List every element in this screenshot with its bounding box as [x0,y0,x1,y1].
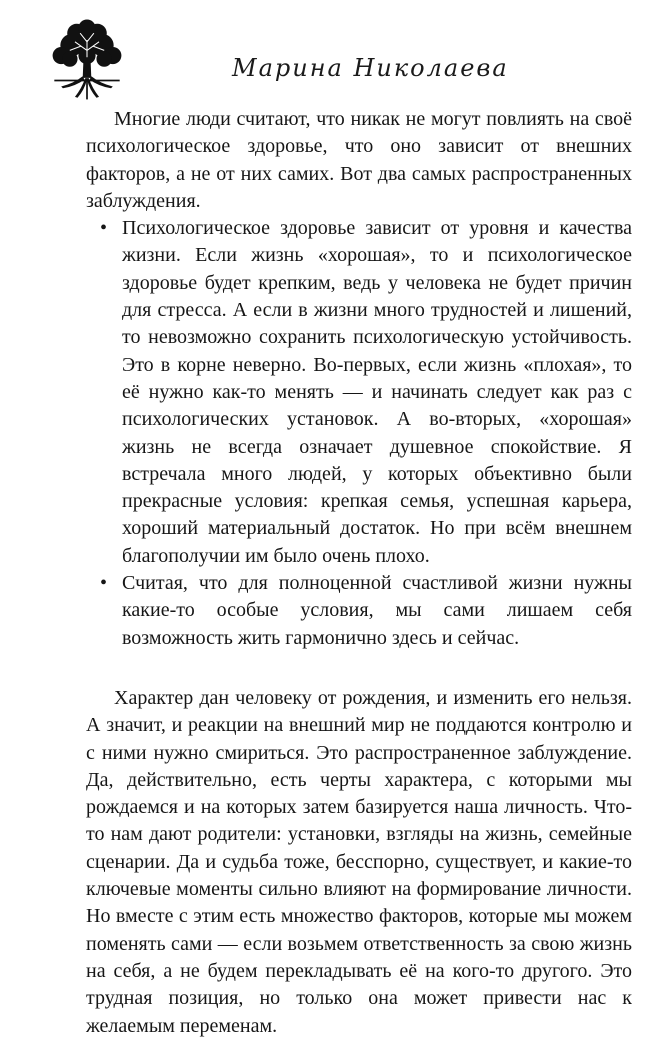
list-item [100,215,632,570]
tree-icon [44,16,130,102]
page-body [86,106,632,1040]
running-header [0,0,653,110]
list-item-text: Психологическое здоровье зависит от уровня и качества жизни. Если жизнь «хорошая», то и психологическое здоровье будет крепким, ведь у человека не будет причин для стресса. А если в жизни много трудностей и лишений, то невозможно сохранить психологическую устойчивость. Это в корне неверно. Во-первых, если жизнь «плохая», то её нужно как-то менять — и начинать следует как раз с психологических установок. А во-вторых, «хорошая» жизнь не всегда означает душевное спокойствие. Я встречала много людей, у которых объективно были прекрасные условия: крепкая семья, успешная карьера, хороший материальный достаток. Но при всём внешнем благополучии им было очень плохо. [122,217,632,567]
bullet-list [86,215,632,652]
body-paragraph: Характер дан человеку от рождения, и изменить его нельзя. А значит, и реакции на внешний мир не поддаются контролю и с ними нужно смириться. Это распространенное заблуждение. Да, действительно, есть черты характера, с которыми мы рождаемся и на которых затем базируется наша личность. Что-то нам дают родители: установки, взгляды на жизнь, семейные сценарии. Да и судьба тоже, бесспорно, существует, и какие-то ключевые моменты сильно влияют на формирование личности. Но вместе с этим есть множество факторов, которые мы можем поменять сами — если возьмем ответственность за свою жизнь на себя, а не будем перекладывать её на кого-то другого. Это трудная позиция, но только она может привести нас к желаемым переменам. [86,686,632,1037]
bullet-icon: • [100,572,108,595]
bullet-icon: • [100,217,108,240]
author-name: Марина Николаева [232,54,509,82]
list-item-text: Считая, что для полноценной счастливой жизни нужны какие-то особые условия, мы сами лишаем себя возможность жить гармонично здесь и сейчас. [122,572,632,649]
section-gap [86,652,632,685]
list-item [100,570,632,652]
intro-paragraph: Многие люди считают, что никак не могут повлиять на своё психологическое здоровье, что оно зависит от внешних факторов, а не от них самих. Вот два самых распространенных заблуждения. [86,108,632,212]
